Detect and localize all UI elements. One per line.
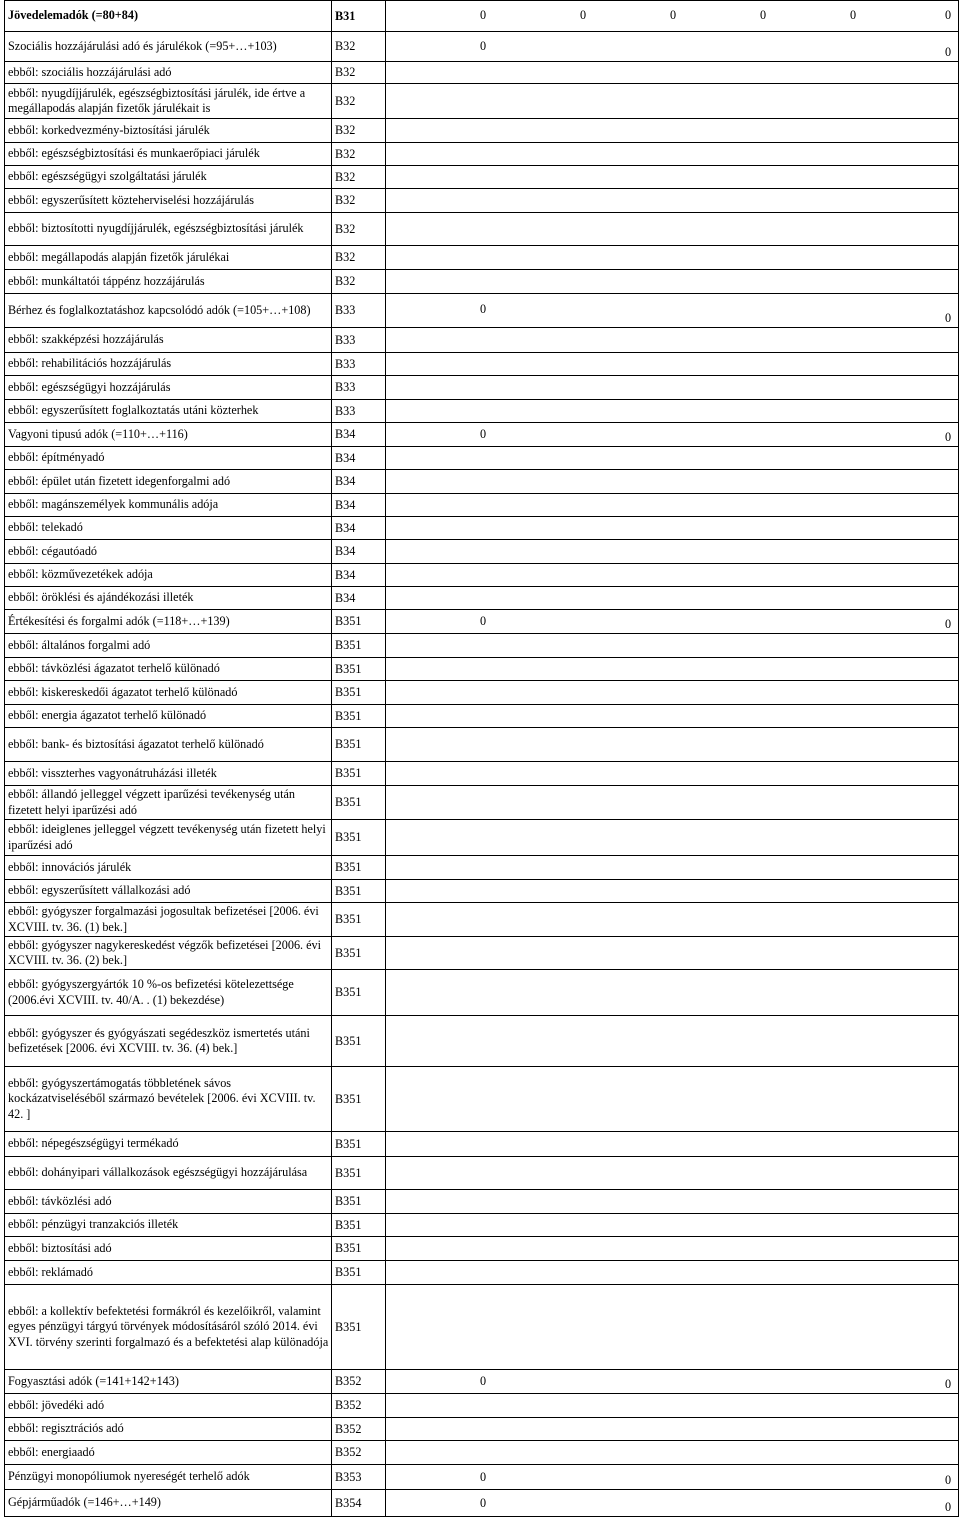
row-values [386, 658, 959, 681]
value-cell: 0 [760, 8, 767, 22]
table-row [4, 1418, 959, 1441]
row-values [386, 423, 959, 447]
table-row [4, 658, 959, 681]
row-code: B32 [332, 143, 386, 166]
table-row [4, 270, 959, 294]
row-code: B351 [332, 1067, 386, 1132]
row-label: ebből: a kollektív befektetési formákról és kezelőikről, valamint egyes pénzügyi tárgyú törvények módosításáról szóló 2014. évi XVI. törvény szerinti forgalmazó és a befektetési alap különadója [4, 1285, 332, 1370]
row-code: B352 [332, 1418, 386, 1441]
row-code: B351 [332, 705, 386, 728]
value-cell: 0 [480, 39, 487, 53]
table-row [4, 423, 959, 447]
row-code: B351 [332, 610, 386, 634]
row-code: B352 [332, 1394, 386, 1418]
value-cell: 0 [480, 614, 487, 628]
total-value-cell: 0 [945, 430, 952, 444]
row-label: ebből: gyógyszertámogatás többletének sávos kockázatviseléséből származó bevételek [2006. évi XCVIII. tv. 42. ] [4, 1067, 332, 1132]
row-label: ebből: ideiglenes jelleggel végzett tevékenység után fizetett helyi iparűzési adó [4, 820, 332, 856]
value-cell: 0 [580, 8, 587, 22]
row-code: B351 [332, 681, 386, 705]
total-value-cell: 0 [945, 1500, 952, 1514]
row-label: ebből: egyszerűsített foglalkoztatás utáni közterhek [4, 400, 332, 423]
table-row [4, 564, 959, 587]
row-label: ebből: távközlési adó [4, 1190, 332, 1214]
table-row [4, 880, 959, 903]
row-values [386, 1418, 959, 1441]
row-label: ebből: gyógyszer és gyógyászati segédeszköz ismertetés utáni befizetések [2006. évi XCVIII. tv. 36. (4) bek.] [4, 1016, 332, 1067]
total-value-cell: 0 [945, 1473, 952, 1487]
row-code: B32 [332, 213, 386, 246]
row-label: ebből: innovációs járulék [4, 856, 332, 880]
row-label: ebből: cégautóadó [4, 540, 332, 564]
row-code: B34 [332, 587, 386, 610]
table-row [4, 143, 959, 166]
row-values [386, 270, 959, 294]
row-values [386, 143, 959, 166]
row-values [386, 189, 959, 213]
row-values [386, 705, 959, 728]
row-values [386, 166, 959, 189]
table-row [4, 1214, 959, 1237]
row-code: B351 [332, 1190, 386, 1214]
row-code: B32 [332, 246, 386, 270]
table-row [4, 517, 959, 540]
table-row [4, 1067, 959, 1132]
row-label: ebből: építményadó [4, 447, 332, 470]
value-cell: 0 [670, 8, 677, 22]
table-row [4, 786, 959, 820]
row-values [386, 820, 959, 856]
row-code: B351 [332, 658, 386, 681]
row-code: B32 [332, 32, 386, 62]
row-values [386, 610, 959, 634]
row-label: ebből: kiskereskedői ágazatot terhelő különadó [4, 681, 332, 705]
row-label: ebből: szakképzési hozzájárulás [4, 328, 332, 353]
row-code: B351 [332, 937, 386, 970]
table-row [4, 1394, 959, 1418]
row-code: B351 [332, 1157, 386, 1190]
row-label: ebből: dohányipari vállalkozások egészségügyi hozzájárulása [4, 1157, 332, 1190]
row-code: B34 [332, 540, 386, 564]
total-value-cell: 0 [945, 311, 952, 325]
row-code: B32 [332, 119, 386, 143]
value-cell: 0 [945, 8, 952, 22]
row-values [386, 681, 959, 705]
row-label: Fogyasztási adók (=141+142+143) [4, 1370, 332, 1394]
row-code: B354 [332, 1490, 386, 1517]
table-row [4, 540, 959, 564]
row-code: B33 [332, 400, 386, 423]
row-values [386, 1370, 959, 1394]
table-row [4, 189, 959, 213]
table-row [4, 246, 959, 270]
row-code: B351 [332, 1285, 386, 1370]
row-values [386, 62, 959, 84]
row-values [386, 1132, 959, 1157]
total-value-cell: 0 [945, 1377, 952, 1391]
row-code: B32 [332, 166, 386, 189]
value-cell: 0 [480, 8, 487, 22]
row-values [386, 540, 959, 564]
row-code: B34 [332, 447, 386, 470]
row-code: B352 [332, 1370, 386, 1394]
table-row [4, 119, 959, 143]
row-values [386, 494, 959, 517]
table-row [4, 1016, 959, 1067]
row-values [386, 903, 959, 937]
row-label: Pénzügyi monopóliumok nyereségét terhelő adók [4, 1465, 332, 1490]
row-label: ebből: nyugdíjjárulék, egészségbiztosítási járulék, ide értve a megállapodás alapján fizetők járulékait is [4, 84, 332, 119]
row-label: Gépjárműadók (=146+…+149) [4, 1490, 332, 1517]
table-row [4, 494, 959, 517]
table-row [4, 470, 959, 494]
row-code: B351 [332, 728, 386, 762]
row-label: ebből: biztosítási adó [4, 1237, 332, 1261]
row-label: Jövedelemadók (=80+84) [4, 0, 332, 32]
row-label: ebből: visszterhes vagyonátruházási illeték [4, 762, 332, 786]
row-label: ebből: egészségügyi szolgáltatási járulék [4, 166, 332, 189]
row-label: ebből: energia ágazatot terhelő különadó [4, 705, 332, 728]
row-values [386, 1214, 959, 1237]
row-label: ebből: telekadó [4, 517, 332, 540]
table-row [4, 447, 959, 470]
row-label: ebből: közművezetékek adója [4, 564, 332, 587]
row-code: B351 [332, 786, 386, 820]
table-row [4, 1157, 959, 1190]
row-label: ebből: egészségbiztosítási és munkaerőpiaci járulék [4, 143, 332, 166]
row-values [386, 1016, 959, 1067]
row-label: Értékesítési és forgalmi adók (=118+…+139) [4, 610, 332, 634]
table-row [4, 84, 959, 119]
row-label: ebből: magánszemélyek kommunális adója [4, 494, 332, 517]
table-row [4, 1490, 959, 1517]
row-label: ebből: energiaadó [4, 1441, 332, 1465]
row-values [386, 1441, 959, 1465]
row-label: ebből: népegészségügyi termékadó [4, 1132, 332, 1157]
value-cell: 0 [480, 427, 487, 441]
row-values [386, 1067, 959, 1132]
row-code: B351 [332, 1261, 386, 1285]
value-cell: 0 [480, 1470, 487, 1484]
table-row [4, 610, 959, 634]
row-label: ebből: egyszerűsített közteherviselési hozzájárulás [4, 189, 332, 213]
table-row [4, 856, 959, 880]
row-label: ebből: épület után fizetett idegenforgalmi adó [4, 470, 332, 494]
row-values [386, 32, 959, 62]
table-row [4, 820, 959, 856]
row-values [386, 328, 959, 353]
row-label: ebből: öröklési és ajándékozási illeték [4, 587, 332, 610]
row-code: B351 [332, 856, 386, 880]
row-values [386, 762, 959, 786]
row-code: B351 [332, 820, 386, 856]
row-label: Vagyoni tipusú adók (=110+…+116) [4, 423, 332, 447]
row-label: ebből: munkáltatói táppénz hozzájárulás [4, 270, 332, 294]
table-row [4, 903, 959, 937]
row-code: B351 [332, 1237, 386, 1261]
row-label: Szociális hozzájárulási adó és járulékok (=95+…+103) [4, 32, 332, 62]
table-row [4, 1132, 959, 1157]
table-row [4, 970, 959, 1016]
row-values [386, 246, 959, 270]
table-row [4, 328, 959, 353]
row-values [386, 634, 959, 658]
row-values [386, 119, 959, 143]
table-row [4, 213, 959, 246]
row-code: B34 [332, 564, 386, 587]
row-code: B351 [332, 762, 386, 786]
row-code: B351 [332, 970, 386, 1016]
row-code: B34 [332, 517, 386, 540]
row-values [386, 447, 959, 470]
row-label: ebből: állandó jelleggel végzett iparűzési tevékenység után fizetett helyi iparűzési adó [4, 786, 332, 820]
row-code: B351 [332, 1132, 386, 1157]
row-values [386, 213, 959, 246]
row-code: B33 [332, 376, 386, 400]
table-row [4, 1441, 959, 1465]
row-label: ebből: korkedvezmény-biztosítási járulék [4, 119, 332, 143]
row-values [386, 880, 959, 903]
row-label: ebből: gyógyszer nagykereskedést végzők befizetései [2006. évi XCVIII. tv. 36. (2) bek.] [4, 937, 332, 970]
table-row [4, 1190, 959, 1214]
table-row [4, 587, 959, 610]
row-values [386, 970, 959, 1016]
row-code: B351 [332, 1214, 386, 1237]
row-label: ebből: megállapodás alapján fizetők járulékai [4, 246, 332, 270]
row-label: ebből: biztosítotti nyugdíjjárulék, egészségbiztosítási járulék [4, 213, 332, 246]
row-code: B33 [332, 294, 386, 328]
table-row [4, 1261, 959, 1285]
row-label: ebből: regisztrációs adó [4, 1418, 332, 1441]
row-label: ebből: gyógyszergyártók 10 %-os befizetési kötelezettsége (2006.évi XCVIII. tv. 40/A. . (1) bekezdése) [4, 970, 332, 1016]
value-cell: 0 [850, 8, 857, 22]
row-label: ebből: távközlési ágazatot terhelő különadó [4, 658, 332, 681]
total-value-cell: 0 [945, 45, 952, 59]
row-code: B352 [332, 1441, 386, 1465]
row-code: B32 [332, 84, 386, 119]
row-code: B353 [332, 1465, 386, 1490]
row-values [386, 856, 959, 880]
table-row [4, 62, 959, 84]
row-values [386, 1261, 959, 1285]
table-row [4, 353, 959, 376]
row-label: ebből: általános forgalmi adó [4, 634, 332, 658]
table-row [4, 166, 959, 189]
table-row [4, 376, 959, 400]
row-code: B34 [332, 494, 386, 517]
row-code: B351 [332, 634, 386, 658]
row-label: ebből: jövedéki adó [4, 1394, 332, 1418]
value-cell: 0 [480, 1496, 487, 1510]
row-code: B33 [332, 328, 386, 353]
row-label: ebből: rehabilitációs hozzájárulás [4, 353, 332, 376]
row-values [386, 517, 959, 540]
row-code: B31 [332, 0, 386, 32]
row-label: ebből: bank- és biztosítási ágazatot terhelő különadó [4, 728, 332, 762]
row-values [386, 937, 959, 970]
table-row [4, 634, 959, 658]
value-cell: 0 [480, 302, 487, 316]
row-values [386, 294, 959, 328]
table-row [4, 1237, 959, 1261]
table-row [4, 728, 959, 762]
row-values [386, 1394, 959, 1418]
row-values [386, 587, 959, 610]
row-code: B32 [332, 189, 386, 213]
row-values [386, 84, 959, 119]
row-label: ebből: szociális hozzájárulási adó [4, 62, 332, 84]
row-values [386, 1190, 959, 1214]
row-label: ebből: egyszerűsített vállalkozási adó [4, 880, 332, 903]
row-values [386, 1465, 959, 1490]
row-values [386, 564, 959, 587]
value-cell: 0 [480, 1374, 487, 1388]
row-code: B34 [332, 423, 386, 447]
table-row [4, 400, 959, 423]
row-code: B32 [332, 62, 386, 84]
row-code: B351 [332, 903, 386, 937]
table-row [4, 762, 959, 786]
row-label: ebből: pénzügyi tranzakciós illeték [4, 1214, 332, 1237]
row-values [386, 353, 959, 376]
table-row [4, 937, 959, 970]
table-row [4, 681, 959, 705]
row-values [386, 1490, 959, 1517]
row-code: B32 [332, 270, 386, 294]
row-code: B34 [332, 470, 386, 494]
row-values [386, 1157, 959, 1190]
row-label: ebből: egészségügyi hozzájárulás [4, 376, 332, 400]
table-row [4, 1370, 959, 1394]
table-row [4, 294, 959, 328]
row-values [386, 728, 959, 762]
table-row [4, 705, 959, 728]
row-values [386, 470, 959, 494]
row-values [386, 786, 959, 820]
table-row [4, 1465, 959, 1490]
row-code: B351 [332, 880, 386, 903]
row-code: B33 [332, 353, 386, 376]
total-value-cell: 0 [945, 617, 952, 631]
table-row [4, 1285, 959, 1370]
row-label: ebből: gyógyszer forgalmazási jogosultak befizetései [2006. évi XCVIII. tv. 36. (1) bek.] [4, 903, 332, 937]
table-row [4, 32, 959, 62]
row-code: B351 [332, 1016, 386, 1067]
row-label: ebből: reklámadó [4, 1261, 332, 1285]
row-values [386, 1237, 959, 1261]
table-row [4, 0, 959, 32]
row-values [386, 376, 959, 400]
row-values [386, 1285, 959, 1370]
row-values [386, 400, 959, 423]
row-label: Bérhez és foglalkoztatáshoz kapcsolódó adók (=105+…+108) [4, 294, 332, 328]
